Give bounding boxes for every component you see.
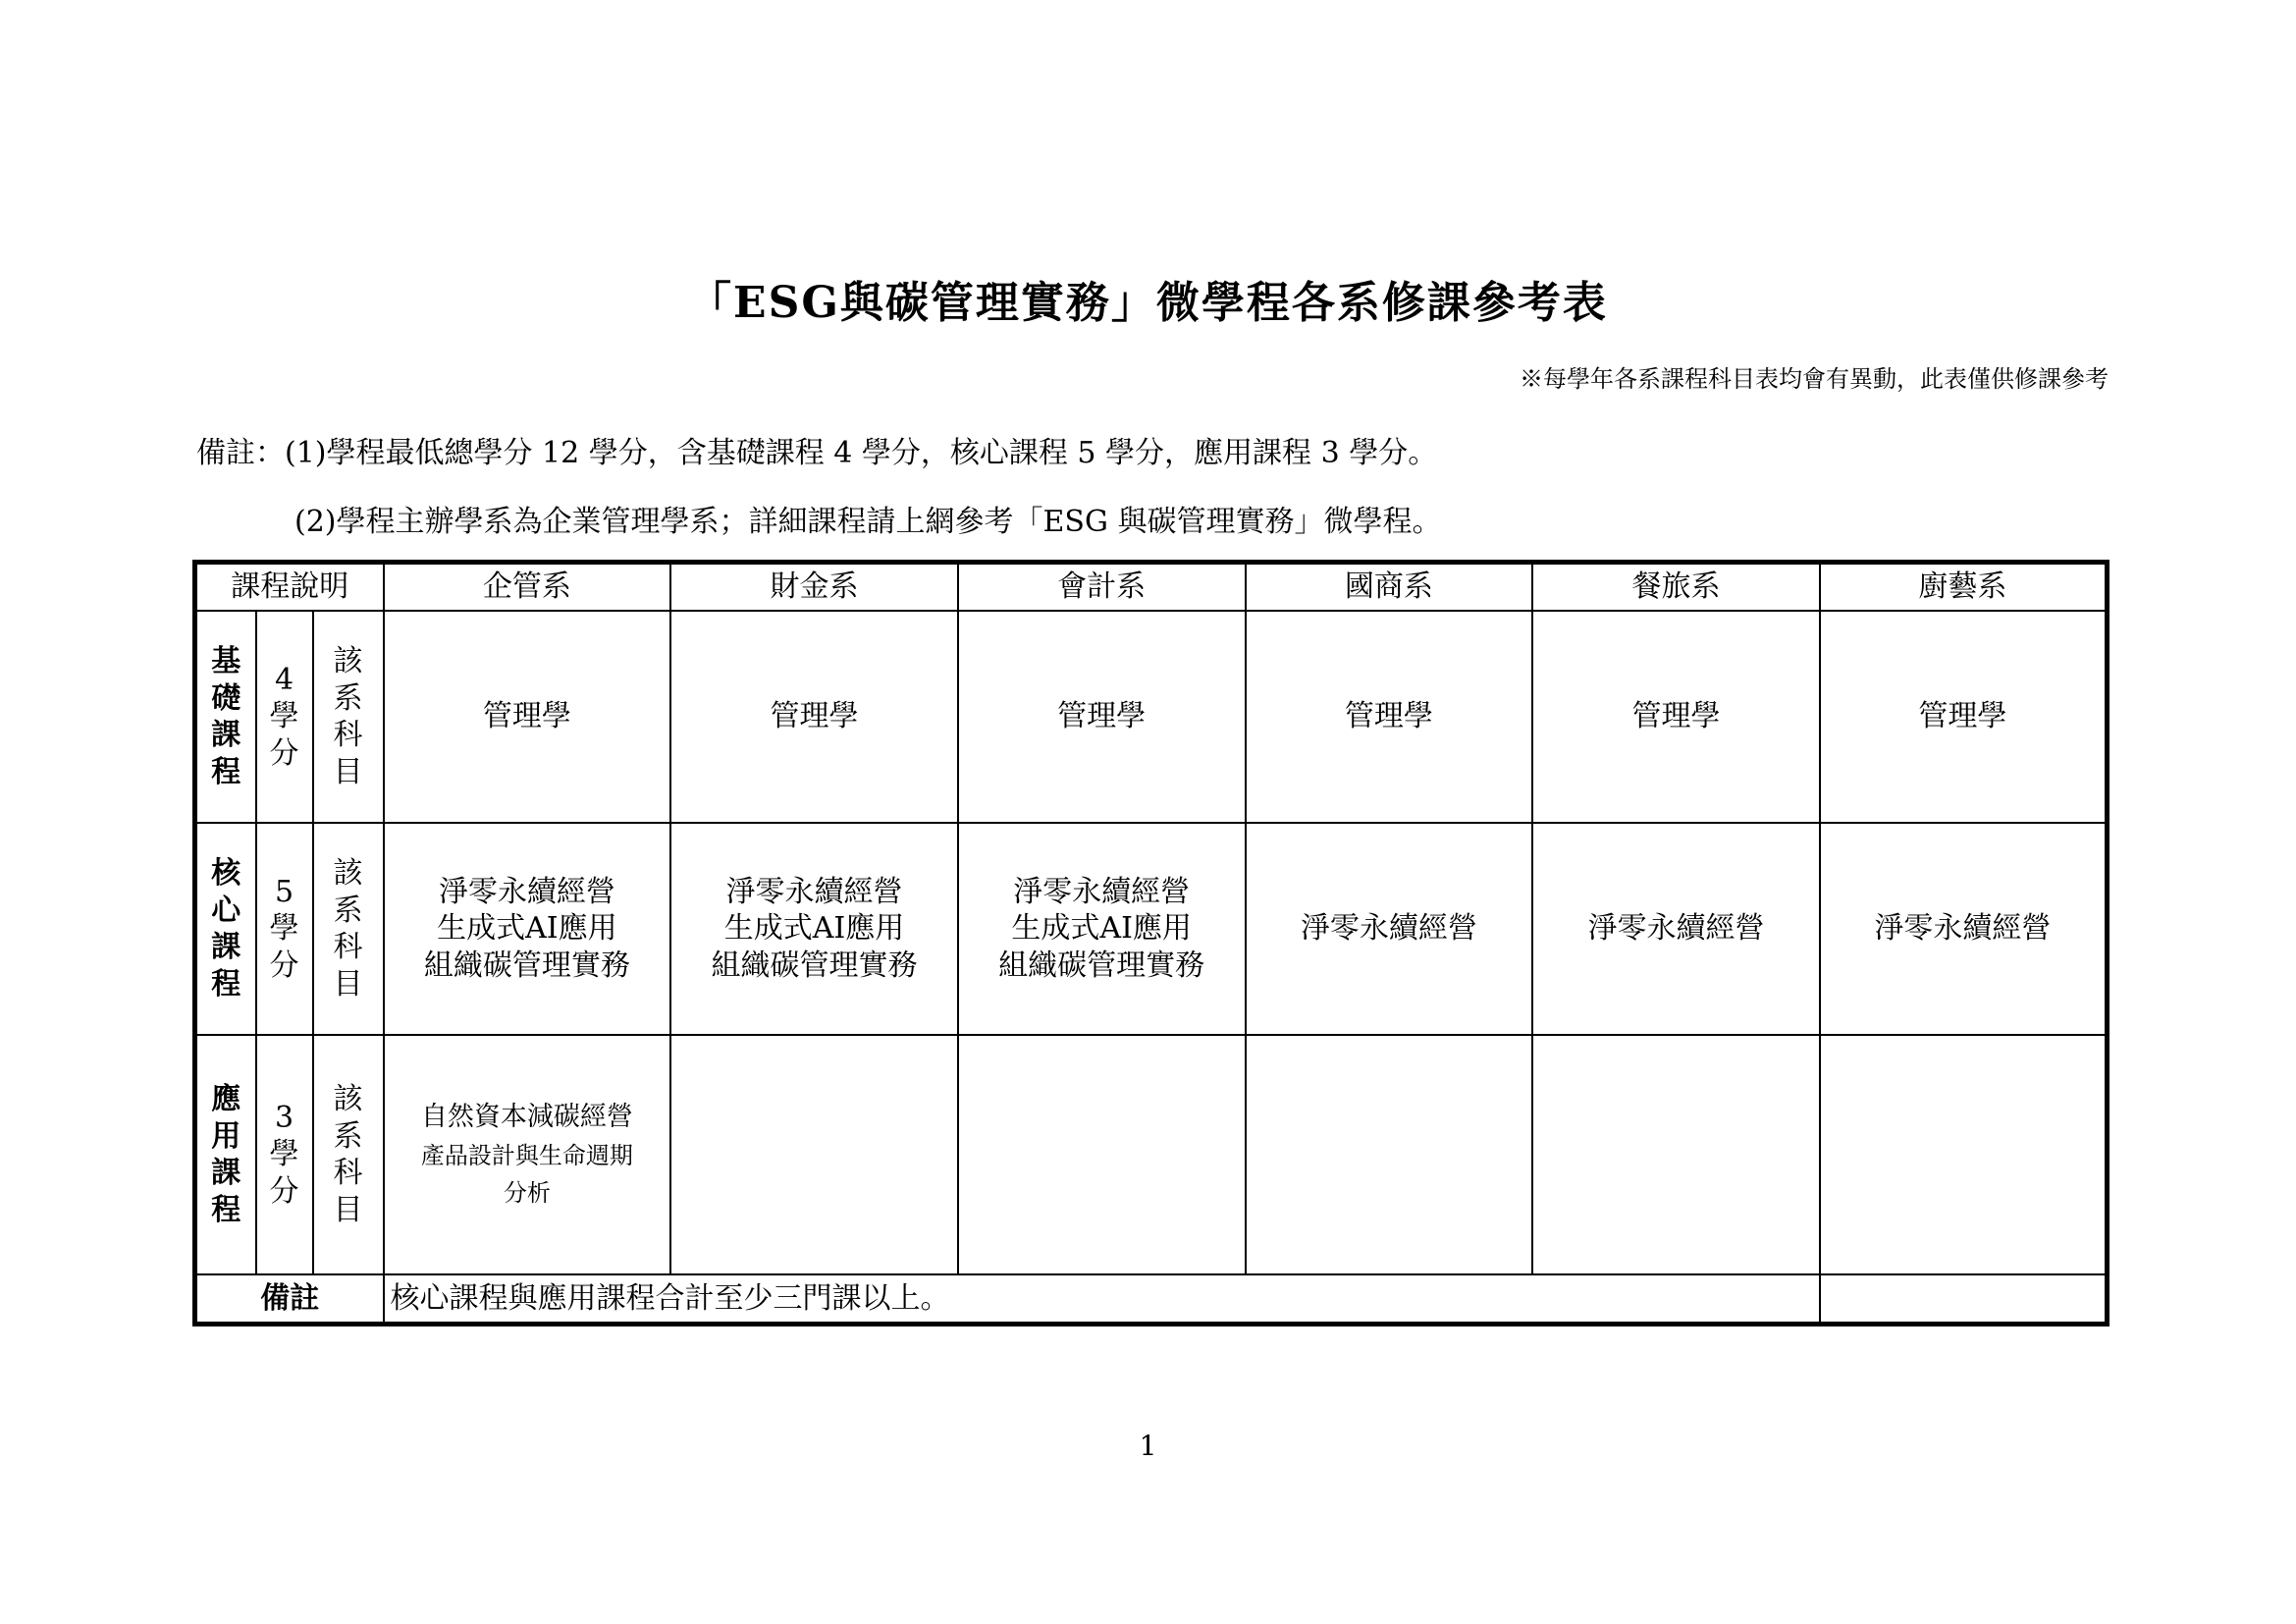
course-cell: 管理學 [1532, 611, 1820, 823]
dept-header: 國商系 [1246, 563, 1533, 612]
applied-scope: 該 系 科 目 [313, 1035, 384, 1274]
note-1: 備註：(1)學程最低總學分 12 學分，含基礎課程 4 學分，核心課程 5 學分，應用課程 3 學分。 [196, 436, 1438, 470]
course-cell-empty [1820, 1035, 2108, 1274]
course-cell: 管理學 [670, 611, 958, 823]
applied-course-row [195, 1035, 2108, 1274]
course-cell: 管理學 [384, 611, 671, 823]
remark-text: 核心課程與應用課程合計至少三門課以上。 [384, 1274, 1820, 1324]
remark-empty-cell [1820, 1274, 2108, 1324]
course-cell: 自然資本減碳經營 產品設計與生命週期 分析 [384, 1035, 671, 1274]
core-credits: 5 學 分 [256, 823, 313, 1035]
remark-label: 備註 [195, 1274, 384, 1324]
header-row [195, 563, 2108, 612]
course-cell: 淨零永續經營 [1820, 823, 2108, 1035]
course-cell: 淨零永續經營 生成式AI應用 組織碳管理實務 [670, 823, 958, 1035]
course-reference-table [192, 560, 2109, 1326]
course-cell-empty [1246, 1035, 1533, 1274]
core-course-row [195, 823, 2108, 1035]
core-category-label: 核 心 課 程 [195, 823, 256, 1035]
basic-scope: 該 系 科 目 [313, 611, 384, 823]
course-cell: 淨零永續經營 生成式AI應用 組織碳管理實務 [384, 823, 671, 1035]
dept-header: 餐旅系 [1532, 563, 1820, 612]
course-cell: 管理學 [958, 611, 1246, 823]
course-cell: 淨零永續經營 [1246, 823, 1533, 1035]
core-scope: 該 系 科 目 [313, 823, 384, 1035]
basic-course-row [195, 611, 2108, 823]
course-cell: 淨零永續經營 生成式AI應用 組織碳管理實務 [958, 823, 1246, 1035]
dept-header: 財金系 [670, 563, 958, 612]
dept-header: 企管系 [384, 563, 671, 612]
basic-credits: 4 學 分 [256, 611, 313, 823]
remark-row [195, 1274, 2108, 1324]
course-cell: 管理學 [1820, 611, 2108, 823]
disclaimer-note: ※每學年各系課程科目表均會有異動，此表僅供修課參考 [1520, 365, 2109, 393]
course-cell: 管理學 [1246, 611, 1533, 823]
document-title: 「ESG與碳管理實務」微學程各系修課參考表 [688, 278, 1608, 328]
course-cell-empty [958, 1035, 1246, 1274]
note-2: (2)學程主辦學系為企業管理學系；詳細課程請上網參考「ESG 與碳管理實務」微學程。 [294, 505, 1442, 539]
course-cell: 淨零永續經營 [1532, 823, 1820, 1035]
basic-category-label: 基 礎 課 程 [195, 611, 256, 823]
dept-header: 會計系 [958, 563, 1246, 612]
page-number: 1 [1139, 1430, 1157, 1462]
course-cell-empty [670, 1035, 958, 1274]
applied-credits: 3 學 分 [256, 1035, 313, 1274]
applied-category-label: 應 用 課 程 [195, 1035, 256, 1274]
dept-header: 廚藝系 [1820, 563, 2108, 612]
header-course-description: 課程說明 [195, 563, 384, 612]
course-cell-empty [1532, 1035, 1820, 1274]
